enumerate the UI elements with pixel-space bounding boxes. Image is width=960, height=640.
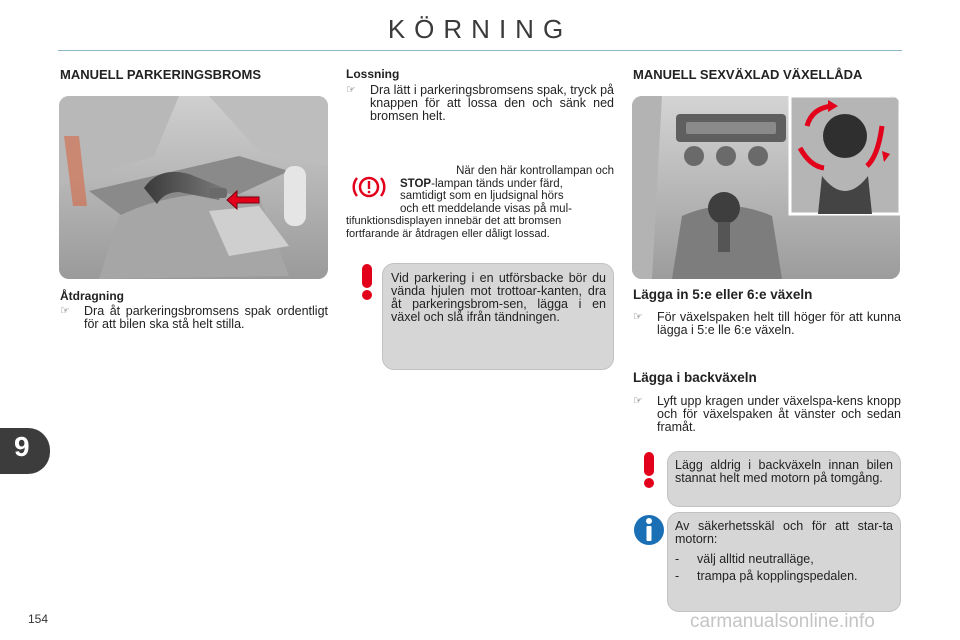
reverse-bullet bbox=[633, 395, 901, 434]
reverse-warning-text: Lägg aldrig i backväxeln innan bilen stannat helt med motorn på tomgång. bbox=[675, 458, 893, 485]
reverse-text: Lyft upp kragen under växelspa-kens knopp och för växelspaken åt vänster och sedan framåt. bbox=[657, 394, 901, 434]
reverse-title: Lägga i backväxeln bbox=[633, 370, 757, 385]
stop-note-line6: fortfarande är åtdragen eller dåligt lossad. bbox=[346, 227, 550, 240]
stop-note-line4: och ett meddelande visas på mul- bbox=[400, 202, 572, 215]
gear56-title: Lägga in 5:e eller 6:e växeln bbox=[633, 287, 813, 302]
stop-note-line1: När den här kontrollampan och bbox=[456, 165, 614, 177]
stop-note-top bbox=[400, 165, 614, 215]
finger-pointer-icon: ☞ bbox=[346, 84, 356, 96]
stop-note-line3: samtidigt som en ljudsignal hörs bbox=[400, 190, 564, 202]
atdragning-bullet bbox=[60, 305, 328, 331]
stop-note-line5: tifunktionsdisplayen innebär det att bromsen bbox=[346, 215, 562, 227]
brake-warning-icon bbox=[352, 172, 386, 202]
gear56-bullet bbox=[633, 311, 901, 337]
lossning-text: Dra lätt i parkeringsbromsens spak, tryck på knappen för att lossa den och sänk ned bromsen helt. bbox=[370, 83, 614, 123]
reverse-warning-box bbox=[667, 451, 901, 507]
lossning-title: Lossning bbox=[346, 67, 400, 81]
finger-pointer-icon: ☞ bbox=[633, 395, 643, 407]
page-title: KÖRNING bbox=[387, 14, 573, 44]
start-info-item-1: välj alltid neutralläge, bbox=[697, 552, 814, 566]
start-info-item-2: trampa på kopplingspedalen. bbox=[697, 569, 858, 583]
stop-note-line2-rest: -lampan tänds under färd, bbox=[431, 177, 563, 190]
parking-brake-heading: MANUELL PARKERINGSBROMS bbox=[60, 67, 262, 82]
watermark: carmanualsonline.info bbox=[690, 611, 875, 632]
start-info-item: - trampa på kopplingspedalen. bbox=[675, 569, 858, 583]
chapter-number: 9 bbox=[14, 431, 30, 462]
finger-pointer-icon: ☞ bbox=[60, 305, 70, 317]
start-info-box bbox=[667, 512, 901, 612]
stop-note-bottom bbox=[346, 215, 614, 240]
gearbox-photo bbox=[632, 96, 900, 279]
gear56-text: För växelspaken helt till höger för att kunna lägga i 5:e lle 6:e växeln. bbox=[657, 310, 901, 337]
start-info-item: - välj alltid neutralläge, bbox=[675, 552, 814, 566]
parking-brake-photo bbox=[59, 96, 328, 279]
parking-warning-text: Vid parkering i en utförsbacke bör du vända hjulen mot trottoar-kanten, dra åt parkeringsbrom-sen, lägga i en växel och slå ifrån tändningen. bbox=[391, 271, 606, 324]
parking-warning-box bbox=[382, 263, 614, 370]
gearbox-heading: MANUELL SEXVÄXLAD VÄXELLÅDA bbox=[633, 67, 863, 82]
stop-note-line2 bbox=[400, 178, 614, 191]
atdragning-title: Åtdragning bbox=[60, 289, 124, 303]
atdragning-text: Dra åt parkeringsbromsens spak ordentligt för att bilen ska stå helt stilla. bbox=[84, 304, 328, 331]
exclamation-icon bbox=[352, 262, 382, 300]
page-number: 154 bbox=[28, 612, 49, 626]
lossning-bullet bbox=[346, 84, 614, 123]
header-divider bbox=[58, 50, 902, 51]
exclamation-icon bbox=[634, 450, 664, 488]
stop-word: STOP bbox=[400, 177, 432, 190]
info-icon bbox=[634, 511, 664, 549]
start-info-intro: Av säkerhetsskäl och för att star-ta motorn: bbox=[675, 519, 893, 546]
finger-pointer-icon: ☞ bbox=[633, 311, 643, 323]
